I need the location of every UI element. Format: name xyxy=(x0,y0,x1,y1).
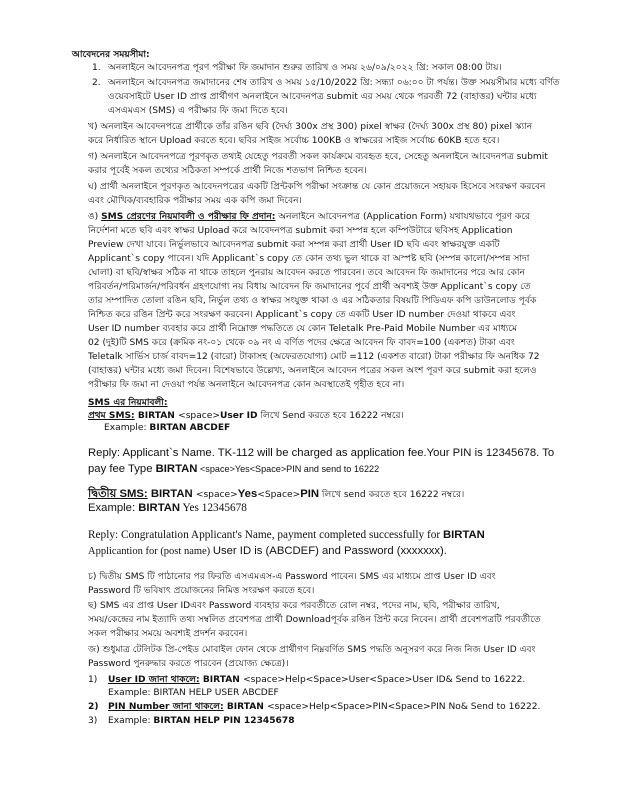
para-ga-line: করার পূর্বেই সকল তথ্যের সঠিকতা সম্পর্কে প্রার্থী নিজে শতভাগ নিশ্চিত হবেন। xyxy=(88,166,367,176)
list-item-2-label: PIN Number জানা থাকলে: xyxy=(108,702,224,712)
item-2-line: ওয়েবসাইটে User ID প্রাপ্ত প্রার্থীগণ অনলাইনে আবেদনপত্র submit এর সময় থেকে পরবর্তী 72 (বাহাত্তর) ঘন্টার মধ্যে xyxy=(108,92,537,102)
reply-1-mid: <space>Yes<Space>PIN and send to 16222 xyxy=(197,464,380,474)
second-sms-label: দ্বিতীয় SMS: xyxy=(88,488,148,500)
item-2-number: 2. xyxy=(92,78,101,88)
reply-2-b-pre: Applicantion for (post name) xyxy=(88,546,213,557)
para-chha-line: সকল পরীক্ষার সময়ে অবশ্যই প্রদর্শন করবেন। xyxy=(88,629,248,639)
list-item-1-code: BIRTAN xyxy=(199,675,244,685)
first-sms-rest: লিখে Send করতে হবে 16222 নম্বরে। xyxy=(257,411,404,421)
list-item-2 xyxy=(108,702,540,713)
list-item-1 xyxy=(108,675,525,686)
para-chha-line: ছ) SMS এর প্রাপ্ত User IDএবং Password ব্যবহার করে পরবর্তীতে রোল নম্বর, পদের নাম, ছবি, পরীক্ষার তারিখ, xyxy=(88,601,500,611)
list-number-2: 2) xyxy=(88,702,99,712)
para-uma-line: ঘোলা) বা ছবি/স্বাক্ষর সঠিক না থাকে তাহলে পুনরায় আবেদন করতে পারবেন। তবে আবেদন ফি জমাদানের পরে আর কোন xyxy=(88,268,525,278)
first-sms-example xyxy=(104,423,230,434)
list-item-2-tail: <space>Help<Space>PIN<Space>PIN No xyxy=(267,702,461,712)
second-example-rest: Yes 12345678 xyxy=(180,502,247,514)
list-number-3: 3) xyxy=(88,716,98,726)
para-uma-line: পরিবর্তন/পরিমার্জন/পরিবর্ধন গ্রহণযোগ্য নয় বিধায় আবেদন ফি জমাদানের পূর্বে প্রার্থী অবশ্যই উক্ত Applicant`s copy তে xyxy=(88,282,531,292)
list-item-2-code: BIRTAN xyxy=(223,702,268,712)
item-2-line: এসএমএস (SMS) এ পরীক্ষার ফি জমা দিতে হবে। xyxy=(108,106,288,116)
para-uma-line: Teletalk সার্ভিস চার্জ বাবদ=12 (বারো) টাকাসহ (অফেরতযোগ্য) মোট =112 (একশত বারো) টাকা পরীক্ষার ফি অনধিক 72 xyxy=(88,352,540,362)
list-item-1-label: User ID জানা থাকলে: xyxy=(108,675,200,685)
second-example-code: BIRTAN xyxy=(138,502,181,514)
para-chha-line: সময়/কেন্দ্রের নাম ইত্যাদি তথ্য সম্বলিত প্রবেশপত্র প্রার্থী Downloadপূর্বক রঙিন প্রিন্ট করে নিবেন। প্রার্থী প্রবেশপত্রটি পরবর্তীতে xyxy=(88,615,541,625)
reply-1-pre: pay fee Type xyxy=(88,463,156,475)
para-cha-line: Password টি ভবিষ্যৎ প্রয়োজনের নিমিত্ত সংরক্ষণ করতে হবে। xyxy=(88,586,315,596)
list-item-3-label: Example: xyxy=(108,716,154,726)
para-uma-line: 02 (দুই)টি SMS করে (ক্রমিক নং-০১ থেকে ০৯ নং এ বর্ণিত পদের ক্ষেত্রে আবেদন ফি বাবদ=100 (একশত) টাকা এবং xyxy=(88,338,515,348)
para-kha-line: করে নির্ধারিত স্থানে Upload করতে হবে। ছবির সাইজ সর্বোচ্চ 100KB ও স্বাক্ষরের সাইজ সর্বোচ্চ 60KB হতে হবে। xyxy=(88,136,500,146)
para-uma-line: User ID number ব্যবহার করে প্রার্থী নিম্নোক্ত পদ্ধতিতে যে কোন Teletalk Pre-Paid Mobile Number এর মাধ্যমে xyxy=(88,324,518,334)
reply-2-pre: Reply: Congratulation Applicant's Name, payment completed successfully for xyxy=(88,529,443,541)
para-gha-line: এবং মৌখিক/ব্যবহারিক পরীক্ষার সময় এক কপি জমা দিবেন। xyxy=(88,196,302,206)
para-uma-prefix: ঙ) xyxy=(88,212,102,222)
first-sms-userid: User ID xyxy=(220,411,258,421)
list-item-3-value: BIRTAN HELP PIN 12345678 xyxy=(153,716,295,726)
reply-2-code: BIRTAN xyxy=(442,529,485,541)
list-item-2-end: & Send to 16222. xyxy=(460,702,541,712)
para-uma-first-line xyxy=(88,212,530,223)
para-uma-first-rest: অনলাইনে আবেদনপত্র (Application Form) যথাযথভাবে পূরণ করে xyxy=(275,212,531,222)
para-uma-line: পরীক্ষার ফি জমা না দেওয়া পর্যন্ত অনলাইনে আবেদনপত্র কোন অবস্থাতেই গৃহীত হবে না। xyxy=(88,380,405,390)
list-number-1: 1) xyxy=(88,675,98,685)
first-sms-label: প্রথম SMS: xyxy=(88,411,135,421)
second-sms-space-1: <space> xyxy=(195,490,238,500)
para-uma-line: (বাহাত্তর) ঘন্টার মধ্যে জমা দিবেন। বিশেষভাবে উল্লেখ্য, অনলাইনে আবেদন পত্রের সকল অংশ পূরণ করে submit করা হলেও xyxy=(88,366,537,376)
reply-1-code: BIRTAN xyxy=(155,463,198,475)
reply-1-line-2 xyxy=(88,462,379,476)
para-uma-line: নিশ্চিত করে রঙিন প্রিন্ট করে সংরক্ষণ করবেন। Applicant`s copy তে একটি User ID number দেওয়া থাকবে এবং xyxy=(88,310,516,320)
para-ja-line: জ) শুধুমাত্র টেলিটক প্রি-পেইড মোবাইল ফোন থেকে প্রার্থীগণ নিম্নবর্ণিত SMS পদ্ধতি অনুসরণ করে নিজ নিজ User ID এবং xyxy=(88,645,536,655)
sms-rules-heading: SMS এর নিয়মাবলী: xyxy=(88,398,168,408)
para-gha-line: ঘ) প্রার্থী অনলাইনে পূরণকৃত আবেদনপত্রের একটি প্রিন্টকপি পরীক্ষা সংক্রান্ত যে কোন প্রয়োজনে সহায়ক হিসেবে সংরক্ষণ করবেন xyxy=(88,182,546,192)
second-sms-rest: লিখে send করতে হবে 16222 নম্বরে। xyxy=(319,490,465,500)
list-item-1-end: & Send to 16222. xyxy=(445,675,526,685)
para-uma-line: Preview দেখা যাবে। নির্ভুলভাবে আবেদনপত্র submit করা সম্পন্ন করা প্রার্থী User ID ছবি এবং স্বাক্ষরযুক্ত একটি xyxy=(88,240,500,250)
para-uma-line: তার সম্পাদিত তোলা রঙিন ছবি, নির্ভুল তথ্য ও স্বাক্ষর সংযুক্ত থাকা ও এর সঠিকতার বিষয়টি পিডিএফ কপি ডাউনলোড পূর্বক xyxy=(88,296,537,306)
deadline-heading: আবেদনের সময়সীমা: xyxy=(72,50,150,60)
reply-2-line xyxy=(88,528,485,542)
item-2-line: অনলাইনে আবেদনপত্র জমাদানের শেষ তারিখ ও সময় ১৫/10/2022 খ্রি: সন্ধ্যা ০৬:০০ টা পর্যন্ত। উক্ত সময়সীমার মধ্যে বর্ণিত xyxy=(108,78,560,88)
item-1-number: 1. xyxy=(92,63,101,73)
first-sms-space: <space> xyxy=(178,411,220,421)
reply-1-line: Reply: Applicant`s Name. TK-112 will be charged as application fee.Your PIN is 12345678. To xyxy=(88,447,555,459)
list-item-1-example: Example: BIRTAN HELP USER ABCDEF xyxy=(108,688,279,698)
second-sms-line xyxy=(88,487,464,501)
sms-fee-title: SMS প্রেরণের নিয়মাবলী ও পরীক্ষার ফি প্রদান: xyxy=(101,212,276,222)
first-sms-code: BIRTAN xyxy=(134,411,179,421)
first-example-label: Example: xyxy=(104,423,150,433)
reply-2-line-2 xyxy=(88,544,447,558)
reply-2-b-rest: User ID is (ABCDEF) and Password (xxxxxxx). xyxy=(212,545,447,557)
second-sms-yes: Yes xyxy=(237,488,258,500)
list-item-1-tail: <space>Help<Space>User<Space>User ID xyxy=(243,675,446,685)
second-example-label: Example: xyxy=(88,502,139,514)
first-sms-line xyxy=(88,411,404,422)
para-kha-line: খ) অনলাইন আবেদনপত্রে প্রার্থীকে তাঁর রঙিন ছবি (দৈর্ঘ্য 300x প্রস্থ 300) pixel স্বাক্ষর (দৈর্ঘ্য 300x প্রস্থ 80) pixel স্ক্যান xyxy=(88,122,533,132)
para-uma-line: নির্দেশনা মতে ছবি এবং স্বাক্ষর Upload করে আবেদনপত্র submit করা সম্পন্ন হলে কম্পিউটারে ছবিসহ Application xyxy=(88,226,513,236)
para-uma-line: Applicant`s copy পাবেন। যদি Applicant`s copy তে কোন তথ্য ভুল থাকে বা অস্পষ্ট ছবি (সম্পন্ন কালো/সম্পন্ন সাদা xyxy=(88,254,530,264)
second-sms-code: BIRTAN xyxy=(147,488,196,500)
list-item-3 xyxy=(108,716,295,727)
item-1-text: অনলাইনে আবেদনপত্র পূরণ পরীক্ষা ফি জমাদান শুরুর তারিখ ও সময় ২৬/০৯/২০২২ খ্রি: সকাল 08:00 টায়। xyxy=(108,63,502,73)
first-example-value: BIRTAN ABCDEF xyxy=(149,423,231,433)
para-cha-line: চ) দ্বিতীয় SMS টি পাঠানোর পর ফিরতি এসএমএস-এ Password পাবেন। SMS এর মাধ্যমে প্রাপ্ত User ID এবং xyxy=(88,572,496,582)
para-ja-line: Password পুনরুদ্ধার করতে পারবেন (প্রযোজ্য ক্ষেত্রে)। xyxy=(88,659,289,669)
second-sms-space-2: <Space> xyxy=(257,490,301,500)
second-sms-pin: PIN xyxy=(300,488,320,500)
second-sms-example xyxy=(88,501,247,515)
para-ga-line: গ) অনলাইনে আবেদনপত্রে পূরণকৃত তথ্যই যেহেতু পরবর্তী সকল কার্যক্রমে ব্যবহৃত হবে, সেহেতু অনলাইনে আবেদনপত্র submit xyxy=(88,152,548,162)
